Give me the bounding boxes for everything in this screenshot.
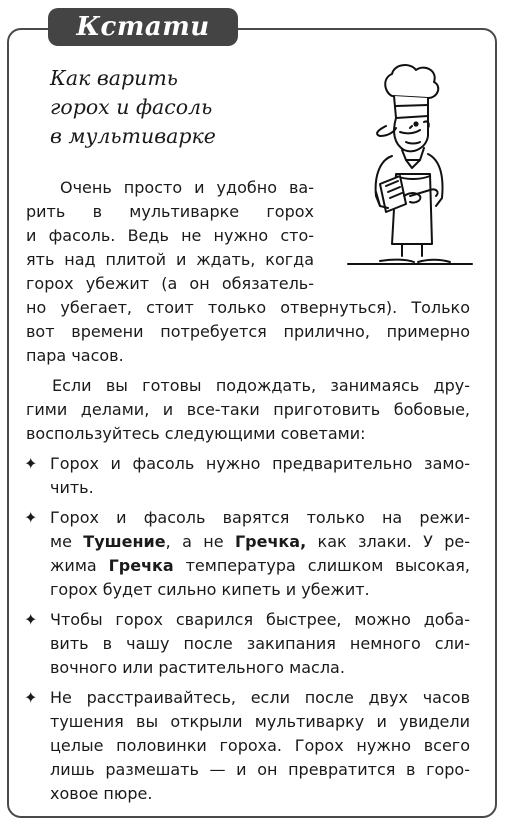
text-line: чить. — [50, 478, 94, 497]
text-line: лишь размешать — и он превратится в горо- — [50, 760, 470, 779]
bullet-icon: ✦ — [24, 454, 38, 473]
mode-name: Гречка — [108, 556, 174, 575]
kstati-badge: Кстати — [48, 8, 238, 46]
text-line: Не расстраивайтесь, если после двух часов — [50, 688, 470, 707]
title-line: горох и фасоль — [50, 95, 213, 119]
chef-illustration — [340, 56, 480, 276]
text-line: ховое пюре. — [50, 784, 153, 803]
text-line: жима Гречка температура слишком высокая, — [50, 556, 470, 575]
text-line: вот времени потребуется прилично, примерно — [26, 322, 470, 341]
text-line: пара часов. — [26, 346, 124, 365]
bullet-icon: ✦ — [24, 508, 38, 527]
bullet-icon: ✦ — [24, 688, 38, 707]
text-line: и фасоль. Ведь не нужно сто- — [26, 226, 314, 245]
text-line: целые половинки гороха. Горох нужно всего — [50, 736, 470, 755]
text-line: горох убежит (а он обязатель- — [26, 274, 314, 293]
text-line: ять над плитой и ждать, когда — [26, 250, 314, 269]
text-line: Горох и фасоль нужно предварительно замо- — [50, 454, 470, 473]
mode-name: Гречка, — [234, 532, 307, 551]
text-line: Чтобы горох сварился быстрее, можно доба- — [50, 610, 470, 629]
text-line: ме Тушение, а не Гречка, как злаки. У ре- — [50, 532, 471, 551]
text-line: вить в чашу после закипания немного сли- — [50, 634, 470, 653]
text-line: гими делами, и все-таки приготовить бобовые, — [26, 400, 470, 419]
mode-name: Тушение — [83, 532, 166, 551]
text-line: горох будет сильно кипеть и убежит. — [50, 580, 370, 599]
text-line: Горох и фасоль варятся только на режи- — [50, 508, 470, 527]
text-line: вочного или растительного масла. — [50, 658, 345, 677]
article-title — [50, 64, 216, 151]
text-line: тушения вы открыли мультиварку и увидели — [50, 712, 470, 731]
text-line: Очень просто и удобно ва- — [60, 178, 314, 197]
text-line: рить в мультиварке горох — [26, 202, 314, 221]
text-line: но убегает, стоит только отвернуться). Только — [26, 298, 470, 317]
title-line: в мультиварке — [50, 124, 216, 148]
title-line: Как варить — [50, 66, 178, 90]
text-line: Если вы готовы подождать, занимаясь дру- — [52, 376, 470, 395]
bullet-icon: ✦ — [24, 610, 38, 629]
text-line: воспользуйтесь следующими советами: — [26, 424, 366, 443]
